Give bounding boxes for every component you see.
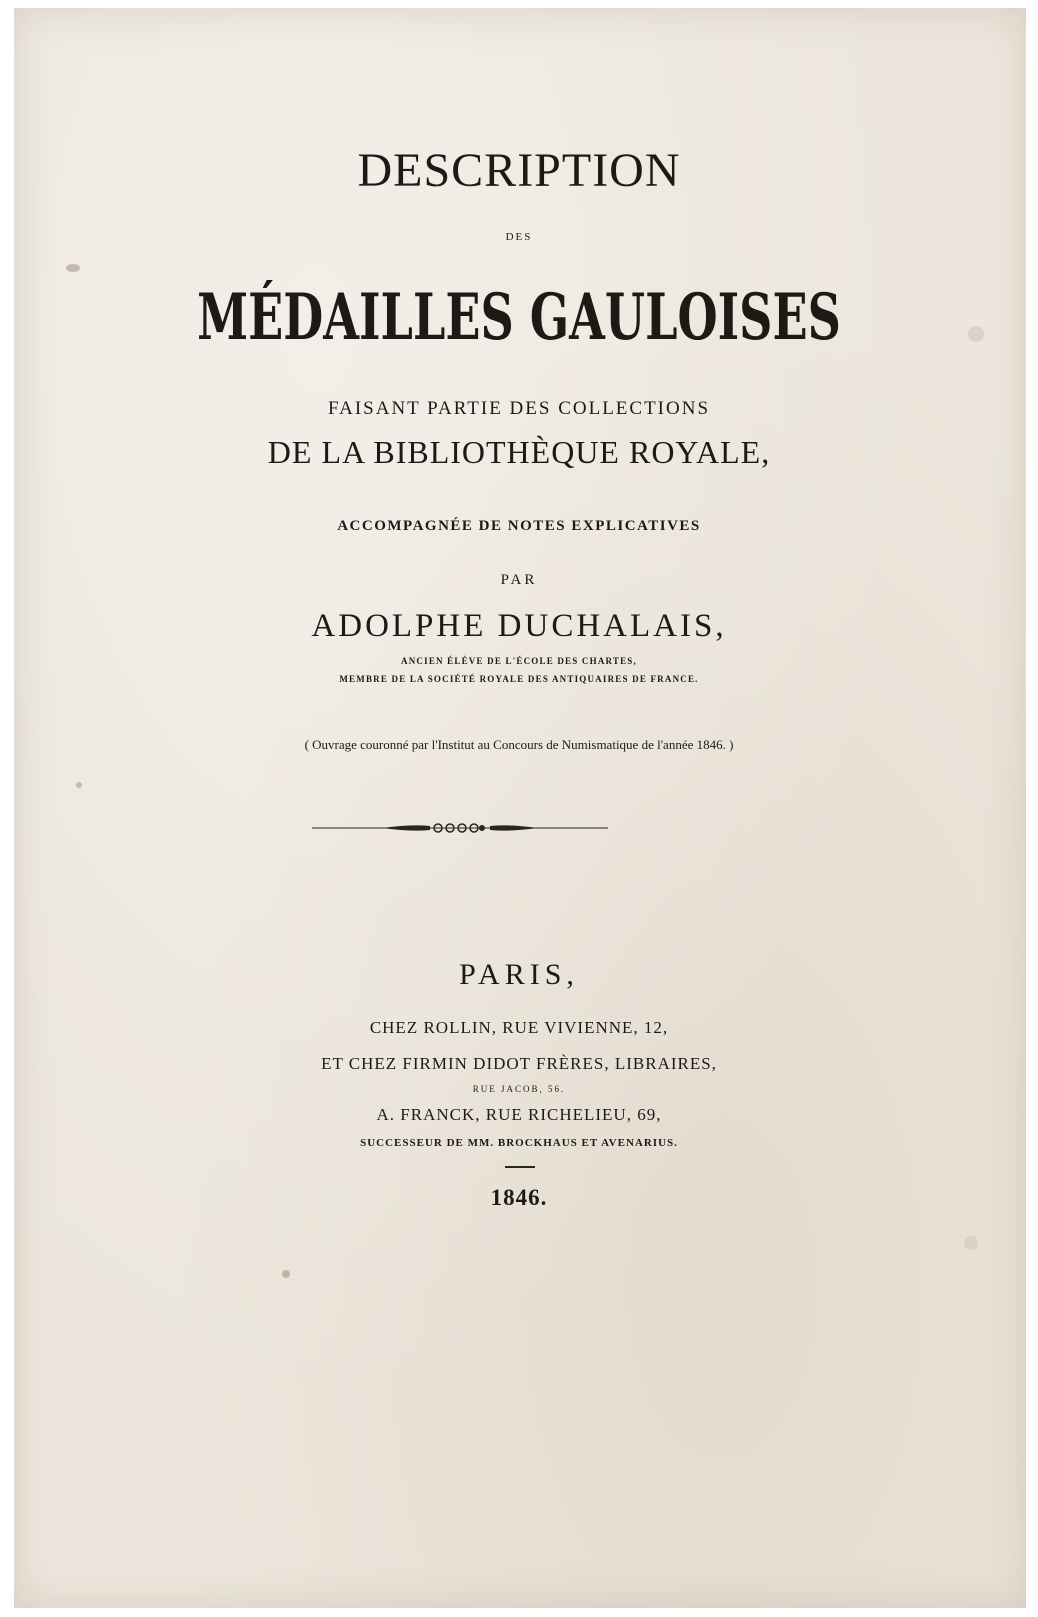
- author-name: ADOLPHE DUCHALAIS,: [311, 608, 727, 644]
- foxing-spot: [964, 1236, 978, 1250]
- by-line: PAR: [500, 572, 538, 588]
- subtitle-line-1: FAISANT PARTIE DES COLLECTIONS: [327, 398, 711, 419]
- author-affiliation-1: ANCIEN ÉLÈVE DE L'ÉCOLE DES CHARTES,: [401, 656, 637, 666]
- imprint-line-3: RUE JACOB, 56.: [472, 1084, 566, 1094]
- imprint-city: PARIS,: [459, 958, 579, 991]
- foxing-spot: [66, 264, 80, 272]
- publication-year: 1846.: [490, 1185, 548, 1210]
- title-main: MÉDAILLES GAULOISES: [197, 280, 841, 355]
- imprint-line-5: SUCCESSEUR DE MM. BROCKHAUS ET AVENARIUS.: [360, 1137, 678, 1149]
- author-affiliation-2: MEMBRE DE LA SOCIÉTÉ ROYALE DES ANTIQUAIRES DE FRANCE.: [339, 674, 699, 684]
- award-note: ( Ouvrage couronné par l'Institut au Concours de Numismatique de l'année 1846. ): [304, 737, 734, 752]
- foxing-spot: [76, 782, 82, 788]
- foxing-spot: [968, 326, 984, 342]
- ornament-divider: [312, 820, 608, 836]
- subtitle-line-3: ACCOMPAGNÉE DE NOTES EXPLICATIVES: [337, 518, 701, 534]
- foxing-spot: [282, 1270, 290, 1278]
- book-page: [14, 8, 1026, 1608]
- year-rule: [505, 1166, 535, 1168]
- imprint-line-4: A. FRANCK, RUE RICHELIEU, 69,: [376, 1105, 662, 1124]
- title-description: DESCRIPTION: [357, 144, 681, 197]
- title-des: DES: [505, 231, 533, 243]
- imprint-line-2: ET CHEZ FIRMIN DIDOT FRÈRES, LIBRAIRES,: [321, 1054, 717, 1073]
- subtitle-line-2: DE LA BIBLIOTHÈQUE ROYALE,: [267, 434, 771, 470]
- imprint-line-1: CHEZ ROLLIN, RUE VIVIENNE, 12,: [369, 1018, 669, 1037]
